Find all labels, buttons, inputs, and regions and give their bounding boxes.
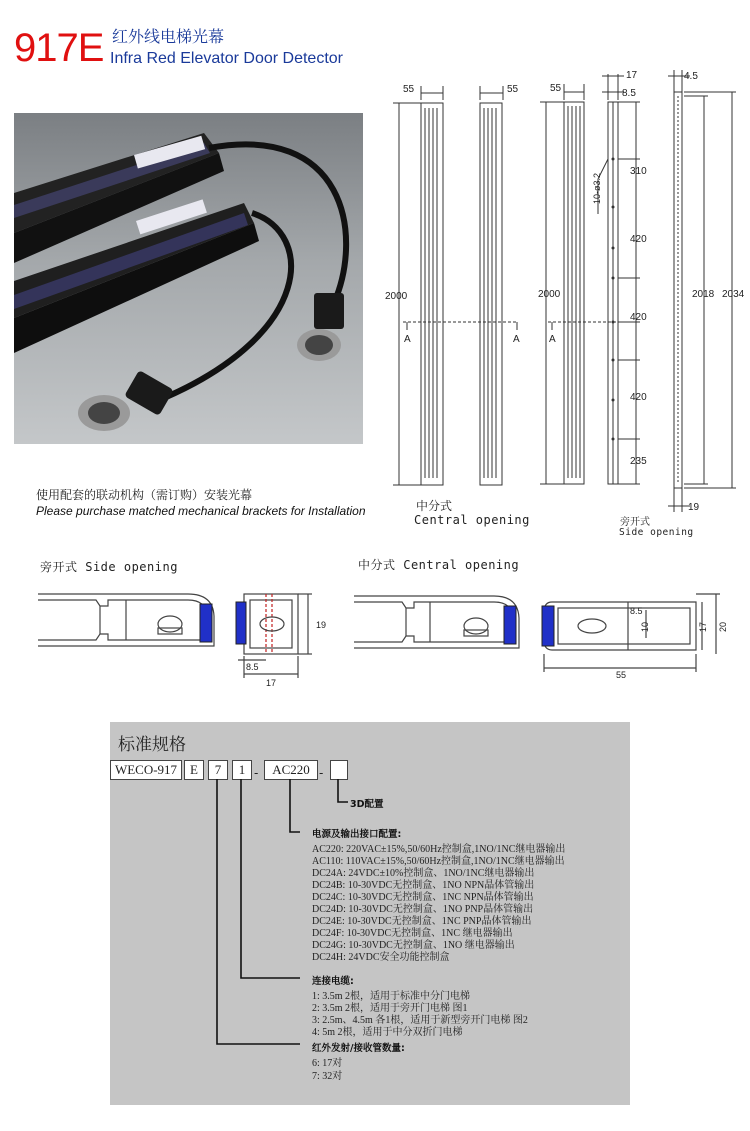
power-item: DC24G: 10-30VDC无控制盒、1NO 继电器输出 [312,940,515,951]
side-section-label: 旁开式 Side opening [40,560,178,574]
side-dim-s3: 420 [630,312,647,323]
side-dim-s2: 420 [630,234,647,245]
side-profile-drawing [38,586,220,656]
code-series: WECO-917 [110,760,182,780]
side-section-dim-off: 8.5 [246,662,259,672]
side-dim-holes: 10-ø3.2 [592,172,602,204]
product-title-cn: 红外线电梯光幕 [112,27,225,46]
side-section-a: A [549,334,556,345]
central-section-dim-a: 8.5 [630,606,643,616]
code-cable: 1 [232,760,252,780]
rear-dim-h1: 2018 [692,289,715,300]
central-profile-drawing [354,588,524,658]
side-dim-t1: 17 [626,70,638,81]
central-section-dim-b: 10 [640,621,650,632]
power-item: DC24A: 24VDC±10%控制盒、1NO/1NC继电器输出 [312,868,535,879]
front-section-a-right: A [513,334,520,345]
cable-item: 3: 2.5m、4.5m 各1根，适用于新型旁开门电梯 图2 [312,1015,528,1026]
product-photo [14,113,363,444]
side-dim-s1: 310 [630,166,647,177]
model-number: 917E [14,26,104,70]
rear-view-drawing [664,64,748,513]
rear-dim-h2: 2034 [722,289,745,300]
central-section-dim-w: 55 [616,670,627,680]
central-section-dim-c: 17 [698,621,708,632]
side-dim-w: 55 [550,83,562,94]
power-item: DC24H: 24VDC安全功能控制盒 [312,952,450,963]
rear-dim-bottom: 19 [688,502,700,513]
label-3d: 3D配置 [350,799,384,810]
side-section-dim-w: 17 [266,678,277,688]
power-item: DC24B: 10-30VDC无控制盒、1NO NPN晶体管输出 [312,880,535,891]
rear-label-cn: 旁开式 [620,517,650,528]
spec-panel [110,722,630,1105]
power-item: DC24F: 10-30VDC无控制盒、1NC 继电器输出 [312,928,513,939]
side-dim-s5: 235 [630,456,647,467]
front-dim-right: 55 [507,84,519,95]
front-dim-height: 2000 [385,291,408,302]
front-dim-left: 55 [403,84,415,95]
ir-item: 6: 17对 [312,1058,343,1069]
product-title-en: Infra Red Elevator Door Detector [110,50,343,67]
power-heading: 电源及输出接口配置: [312,829,402,840]
power-item: AC110: 110VAC±15%,50/60Hz控制盒,1NO/1NC继电器输出 [312,856,565,867]
central-section-dim-d: 20 [718,621,728,632]
front-label-en: Central opening [414,513,530,527]
cable-heading: 连接电缆: [312,976,354,987]
rear-dim-top: 4.5 [684,71,698,82]
install-note-en: Please purchase matched mechanical brackets for Installation [36,504,366,518]
side-view-drawing [532,64,664,504]
product-photo-graphic [14,113,363,444]
power-item: AC220: 220VAC±15%,50/60Hz控制盒,1NO/1NC继电器输出 [312,844,566,855]
side-section-drawing [232,588,326,688]
central-section-label: 中分式 Central opening [358,558,520,572]
power-item: DC24D: 10-30VDC无控制盒、1NO PNP晶体管输出 [312,904,534,915]
side-section-dim-h: 19 [316,620,327,630]
ir-item: 7: 32对 [312,1071,343,1082]
code-dash-2: - [319,766,324,780]
spec-title: 标准规格 [118,735,186,755]
side-dim-t2: 8.5 [622,88,636,99]
front-section-a-left: A [404,334,411,345]
install-note-cn: 使用配套的联动机构（需订购）安装光幕 [36,488,253,502]
side-dim-height: 2000 [538,289,561,300]
power-item: DC24C: 10-30VDC无控制盒、1NC NPN晶体管输出 [312,892,534,903]
central-section-drawing [536,592,748,678]
front-label-cn: 中分式 [416,499,453,513]
cable-item: 1: 3.5m 2根，适用于标准中分门电梯 [312,991,471,1002]
code-power: AC220 [264,760,318,780]
cable-item: 2: 3.5m 2根，适用于旁开门电梯 图1 [312,1003,468,1014]
code-ir-count: 7 [208,760,228,780]
power-item: DC24E: 10-30VDC无控制盒、1NC PNP晶体管输出 [312,916,532,927]
front-view-drawing [385,68,525,508]
side-dim-s4: 420 [630,392,647,403]
code-model: E [184,760,204,780]
cable-item: 4: 5m 2根，适用于中分双折门电梯 [312,1027,463,1038]
rear-label-en: Side opening [619,527,694,538]
code-dash-1: - [254,766,259,780]
ir-heading: 红外发射/接收管数量: [312,1043,405,1054]
